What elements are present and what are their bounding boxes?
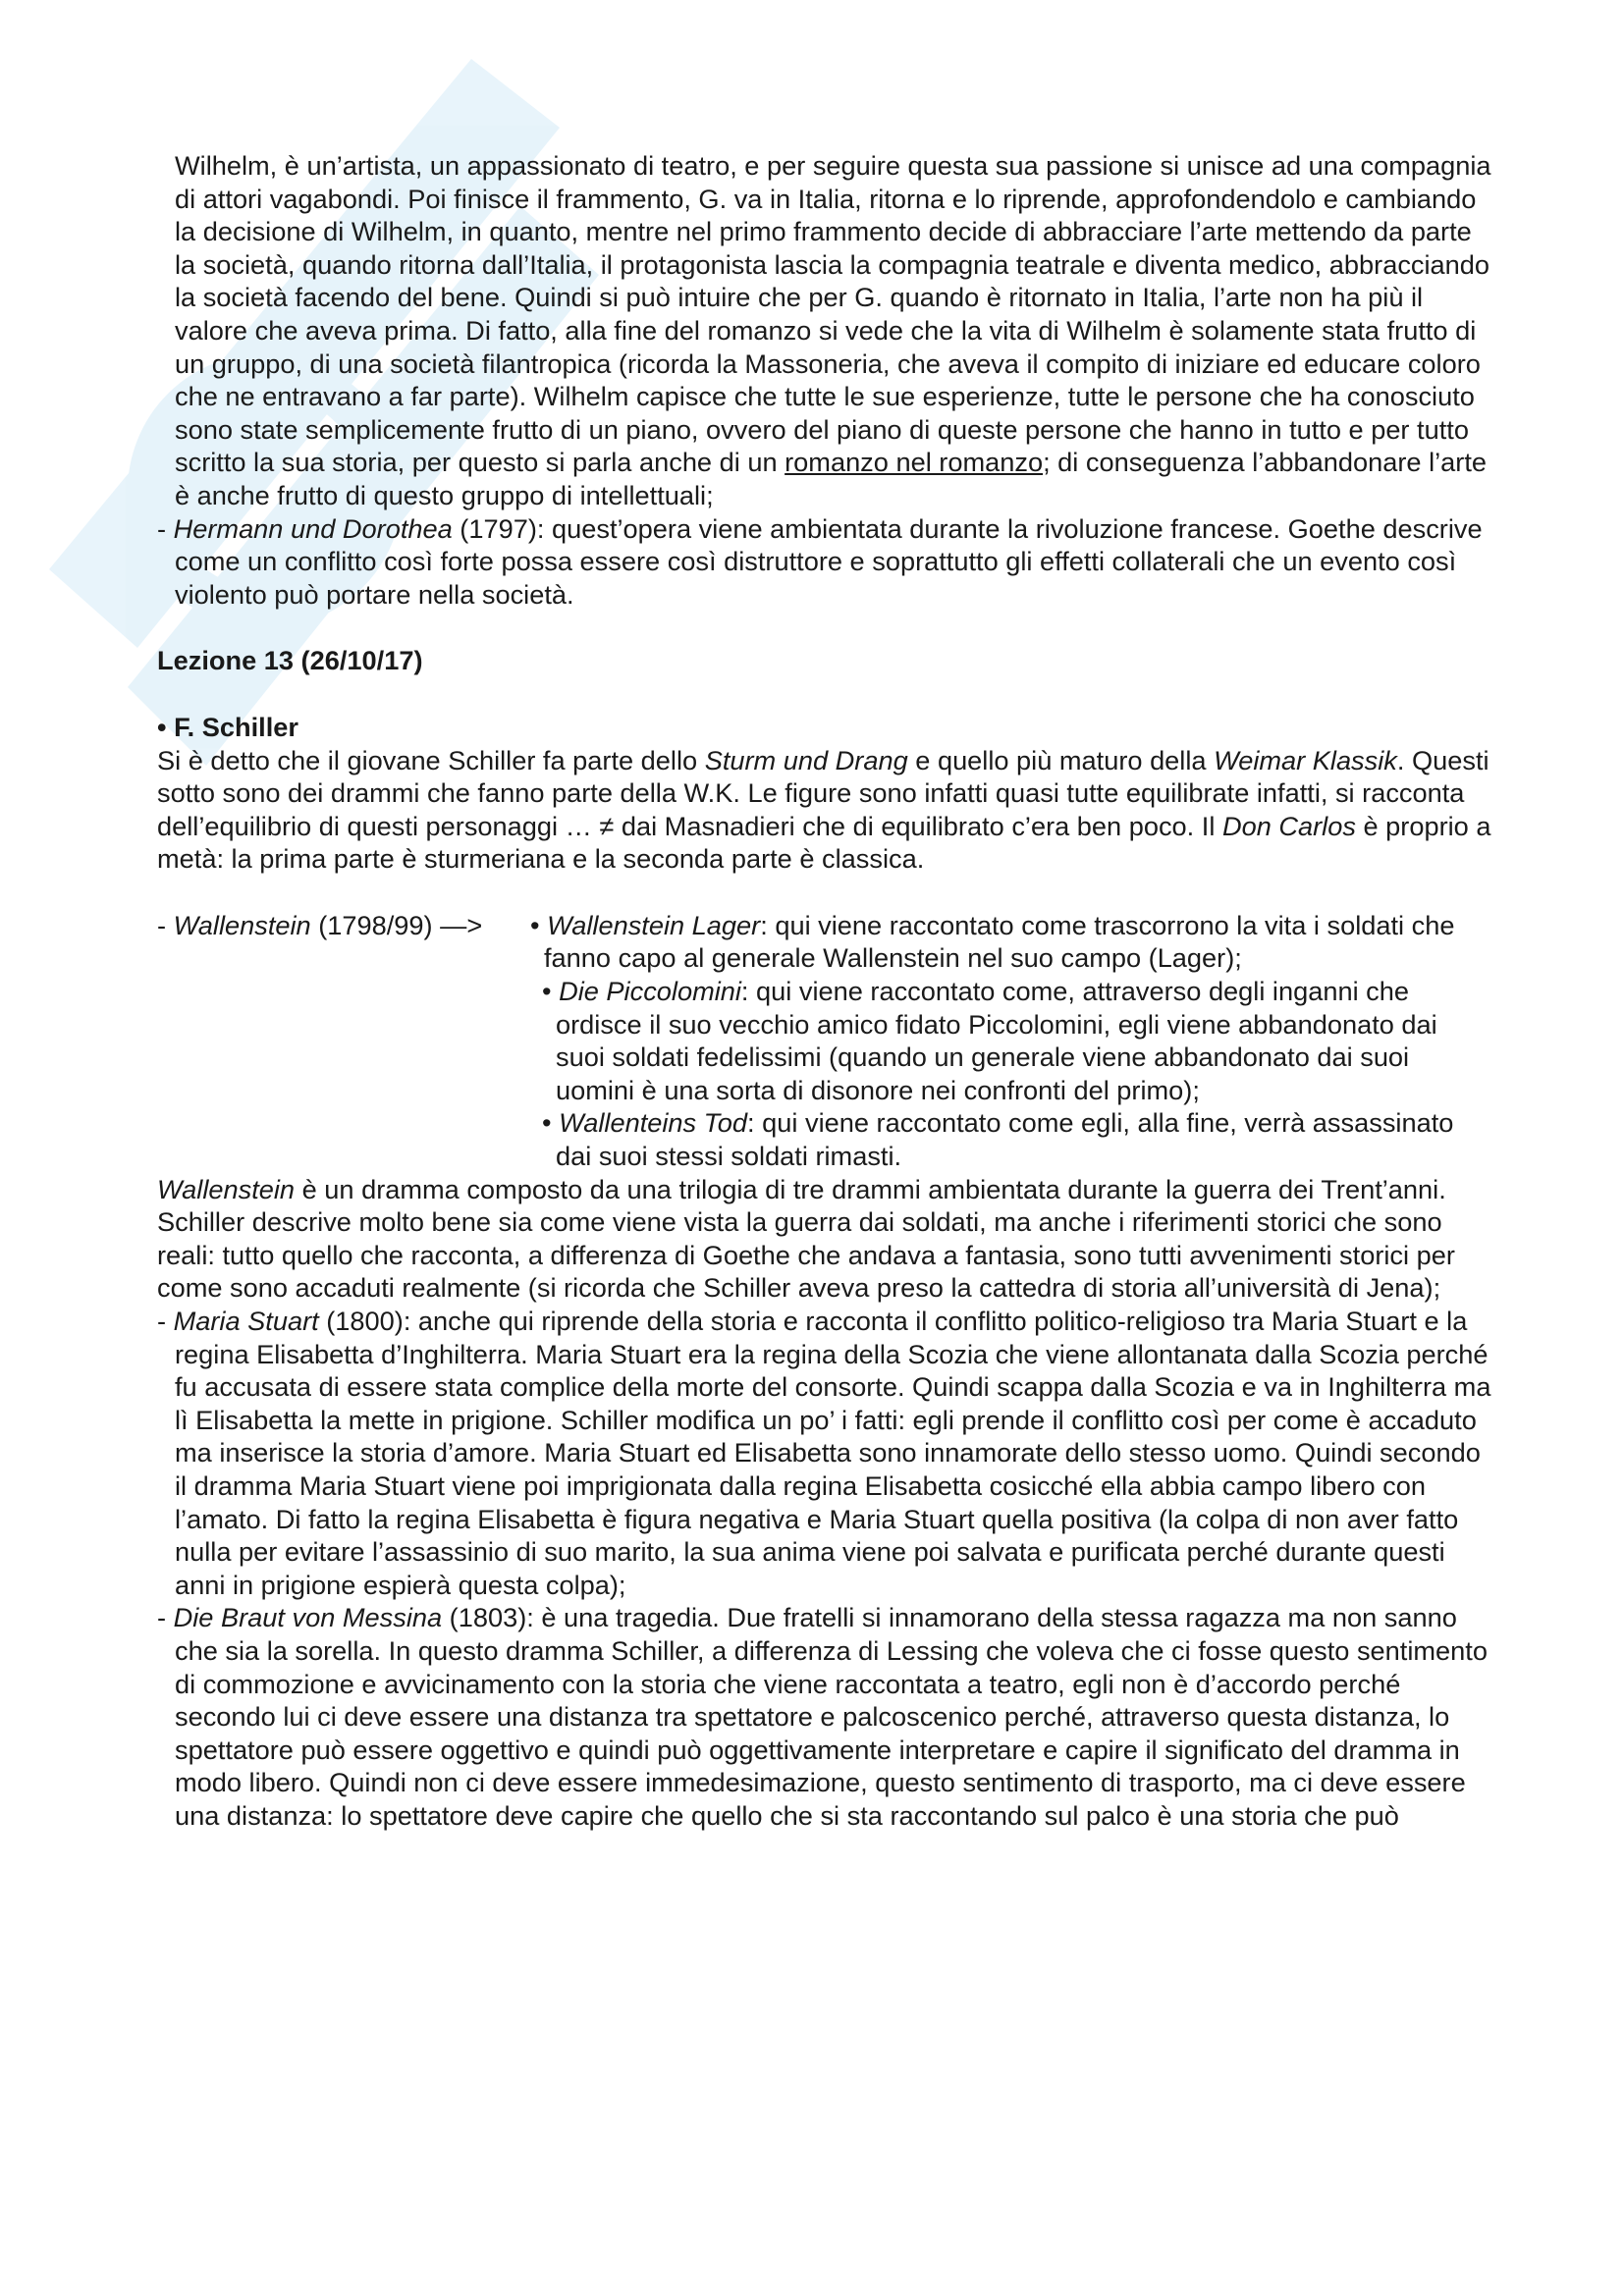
- braut-item: - Die Braut von Messina (1803): è una tragedia. Due fratelli si innamorano della stessa ragazza ma non sanno che sia la sorella. In questo dramma Schiller, a differenza di Lessing che voleva che ci fosse questo sentimento di commozione e avvicinamento con la storia che viene raccontata a teatro, egli non è d’accordo perché secondo lui ci deve essere una distanza tra spettatore e palcoscenico perché, attraverso questa distanza, lo spettatore può essere oggettivo e quindi può oggettivamente interpretare e capire il significato del dramma in modo libero. Quindi non ci deve essere immedesimazione, questo sentimento di trasporto, ma ci deve essere una distanza: lo spettatore deve capire che quello che si sta raccontando sul palco è una storia che può: [157, 1602, 1488, 1831]
- lesson-heading: Lezione 13 (26/10/17): [157, 645, 423, 676]
- wallenstein-list: [157, 909, 1492, 1173]
- wallenstein-paragraph: Wallenstein è un dramma composto da una trilogia di tre drammi ambientata durante la guerra dei Trent’anni. Schiller descrive molto bene sia come viene vista la guerra dai soldati, ma anche i riferimenti storici che sono reali: tutto quello che racconta, a differenza di Goethe che andava a fantasia, sono tutti avvenimenti storici per come sono accaduti realmente (si ricorda che Schiller aveva preso la cattedra di storia all’università di Jena);: [157, 1173, 1455, 1304]
- document-body: [157, 149, 1492, 1833]
- list-item: • Wallenstein Lager: qui viene raccontato come trascorrono la vita i soldati che fanno capo al generale Wallenstein nel suo campo (Lager);: [530, 909, 1455, 974]
- wallenstein-items: [530, 909, 1492, 1173]
- wilhelm-paragraph: Wilhelm, è un’artista, un appassionato di teatro, e per seguire questa sua passione si unisce ad una compagnia di attori vagabondi. Poi finisce il frammento, G. va in Italia, ritorna e lo riprende, approfondendolo e cambiando la decisione di Wilhelm, in quanto, mentre nel primo frammento decide di abbracciare l’arte mettendo da parte la società, quando ritorna dall’Italia, il protagonista lascia la compagnia teatrale e diventa medico, abbracciando la società facendo del bene. Quindi si può intuire che per G. quando è ritornato in Italia, l’arte non ha più il valore che aveva prima. Di fatto, alla fine del romanzo si vede che la vita di Wilhelm è solamente stata frutto di un gruppo, di una società filantropica (ricorda la Massoneria, che aveva il compito di iniziare ed educare coloro che ne entravano a far parte). Wilhelm capisce che tutte le sue esperienze, tutte le persone che ha conosciuto sono state semplicemente frutto di un piano, ovvero del piano di queste persone che hanno in tutto e per tutto scritto la sua storia, per questo si parla anche di un romanzo nel romanzo; di conseguenza l’abbandonare l’arte è anche frutto di questo gruppo di intellettuali;: [175, 150, 1491, 510]
- list-item: • Die Piccolomini: qui viene raccontato come, attraverso degli inganni che ordisce il suo vecchio amico fidato Piccolomini, egli viene abbandonato dai suoi soldati fedelissimi (quando un generale viene abbandonato dai suoi uomini è una sorta di disonore nei confronti del primo);: [542, 976, 1437, 1105]
- schiller-heading: • F. Schiller: [157, 711, 298, 742]
- wallenstein-label: - Wallenstein (1798/99) —>: [157, 909, 483, 940]
- hermann-item: - Hermann und Dorothea (1797): quest’opera viene ambientata durante la rivoluzione francese. Goethe descrive come un conflitto così forte possa essere così distruttore e soprattutto gli effetti collaterali che un evento così violento può portare nella società.: [157, 512, 1483, 610]
- schiller-intro: Si è detto che il giovane Schiller fa parte dello Sturm und Drang e quello più maturo della Weimar Klassik. Questi sotto sono dei drammi che fanno parte della W.K. Le figure sono infatti quasi tutte equilibrate infatti, si racconta dell’equilibrio di questi personaggi … ≠ dai Masnadieri che di equilibrato c’era ben poco. Il Don Carlos è proprio a metà: la prima parte è sturmeriana e la seconda parte è classica.: [157, 744, 1491, 875]
- hermann-title: Hermann und Dorothea: [173, 512, 453, 544]
- maria-item: - Maria Stuart (1800): anche qui riprende della storia e racconta il conflitto politico-religioso tra Maria Stuart e la regina Elisabetta d’Inghilterra. Maria Stuart era la regina della Scozia che viene allontanata dalla Scozia perché fu accusata di essere stata complice della morte del consorte. Quindi scappa dalla Scozia e va in Inghilterra ma lì Elisabetta la mette in prigione. Schiller modifica un po’ i fatti: egli prende il conflitto così per come è accaduto ma inserisce la storia d’amore. Maria Stuart ed Elisabetta sono innamorate dello stesso uomo. Quindi secondo il dramma Maria Stuart viene poi imprigionata dalla regina Elisabetta cosicché ella abbia campo libero con l’amato. Di fatto la regina Elisabetta è figura negativa e Maria Stuart quella positiva (la colpa di non aver fatto nulla per evitare l’assassinio di suo marito, la sua anima viene poi salvata e purificata perché durante questi anni in prigione espierà questa colpa);: [157, 1306, 1491, 1600]
- underlined-phrase: romanzo nel romanzo: [785, 447, 1044, 478]
- list-item: • Wallenteins Tod: qui viene raccontato come egli, alla fine, verrà assassinato dai suoi stessi soldati rimasti.: [542, 1107, 1454, 1172]
